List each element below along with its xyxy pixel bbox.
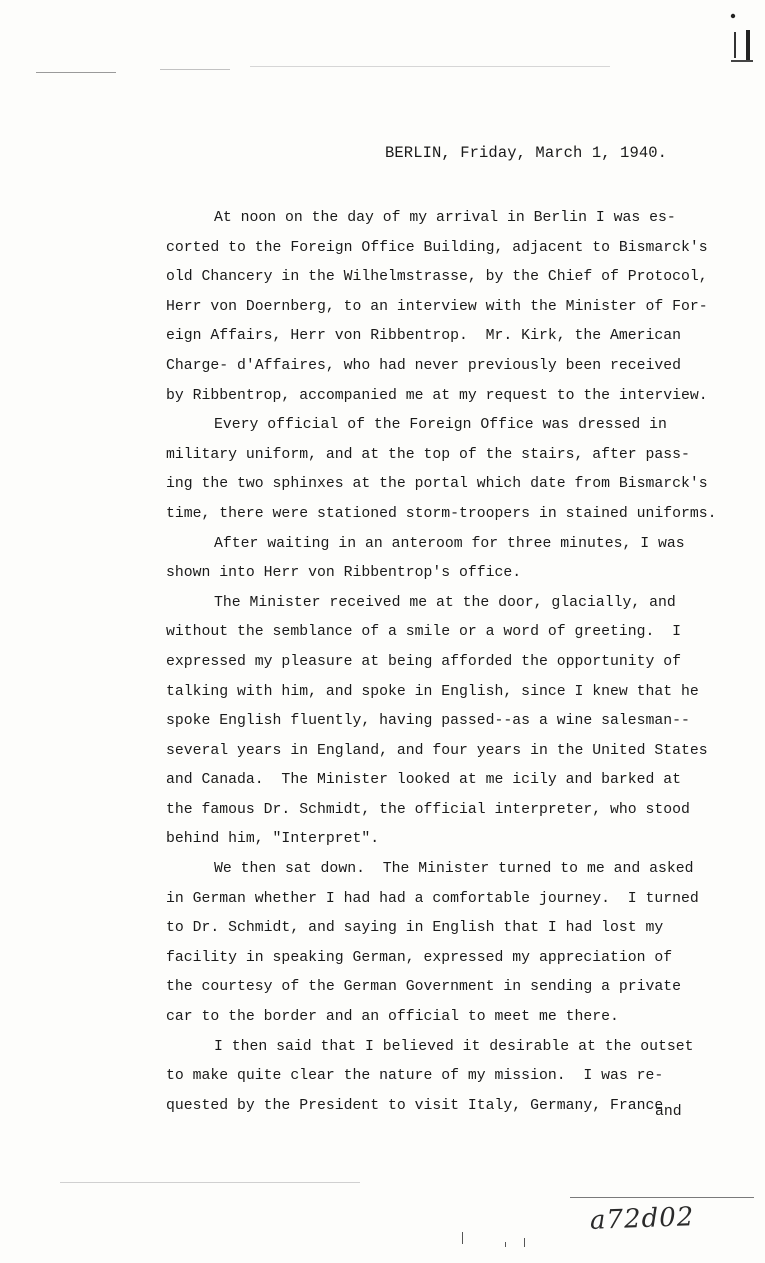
text-line: facility in speaking German, expressed my appreciation of [166,949,673,966]
text-line: Every official of the Foreign Office was dressed in [214,417,667,434]
text-line: Charge- d'Affaires, who had never previously been received [166,357,682,374]
page-corner-mark [729,10,755,66]
text-line: I then said that I believed it desirable at the outset [214,1038,694,1055]
scan-artifact-line [160,69,230,70]
text-line: and Canada. The Minister looked at me icily and barked at [166,772,682,789]
dateline: BERLIN, Friday, March 1, 1940. [385,144,668,162]
text-line: military uniform, and at the top of the stairs, after pass- [166,446,690,463]
scan-artifact-line [60,1182,360,1183]
paragraph-journey [166,855,756,1033]
text-line: corted to the Foreign Office Building, adjacent to Bismarck's [166,239,708,256]
text-line: the courtesy of the German Government in sending a private [166,979,682,996]
text-line: the famous Dr. Schmidt, the official interpreter, who stood [166,801,690,818]
scan-artifact-line [250,66,610,67]
text-line: At noon on the day of my arrival in Berlin I was es- [214,210,676,226]
paragraph-uniforms [166,411,756,529]
scan-artifact-mark [524,1238,525,1247]
text-line: shown into Herr von Ribbentrop's office. [166,565,522,582]
text-line: without the semblance of a smile or a word of greeting. I [166,624,682,641]
scan-artifact-line [36,72,116,73]
text-line: The Minister received me at the door, glacially, and [214,594,676,611]
paragraph-reception [166,589,756,855]
text-line: Herr von Doernberg, to an interview with the Minister of For- [166,298,708,315]
text-line: eign Affairs, Herr von Ribbentrop. Mr. Kirk, the American [166,328,682,345]
text-line: After waiting in an anteroom for three minutes, I was [214,535,685,552]
text-line: to Dr. Schmidt, and saying in English that I had lost my [166,920,664,937]
text-line: car to the border and an official to meet me there. [166,1009,619,1026]
text-line: talking with him, and spoke in English, since I knew that he [166,683,699,700]
scan-artifact-mark [462,1232,463,1244]
folio-rule [570,1197,754,1198]
text-line: quested by the President to visit Italy, Germany, France [166,1097,664,1114]
folio-stamp: a72d02 [589,1202,695,1236]
paragraph-arrival [166,204,756,411]
text-line: by Ribbentrop, accompanied me at my request to the interview. [166,387,708,404]
text-line: expressed my pleasure at being afforded the opportunity of [166,653,682,670]
text-line: several years in England, and four years in the United States [166,742,708,759]
text-line: spoke English fluently, having passed--as a wine salesman-- [166,713,690,730]
text-line: in German whether I had had a comfortable journey. I turned [166,890,699,907]
text-line: time, there were stationed storm-troopers in stained uniforms. [166,505,717,522]
paragraph-anteroom [166,530,756,589]
text-line: behind him, "Interpret". [166,831,380,848]
text-line: We then sat down. The Minister turned to me and asked [214,861,694,878]
text-line: old Chancery in the Wilhelmstrasse, by the Chief of Protocol, [166,269,708,286]
text-line: to make quite clear the nature of my mission. I was re- [166,1068,664,1085]
continuation-word: and [655,1104,682,1120]
scan-artifact-mark [505,1242,506,1247]
text-line: ing the two sphinxes at the portal which date from Bismarck's [166,476,708,493]
letter-body [166,204,756,1121]
